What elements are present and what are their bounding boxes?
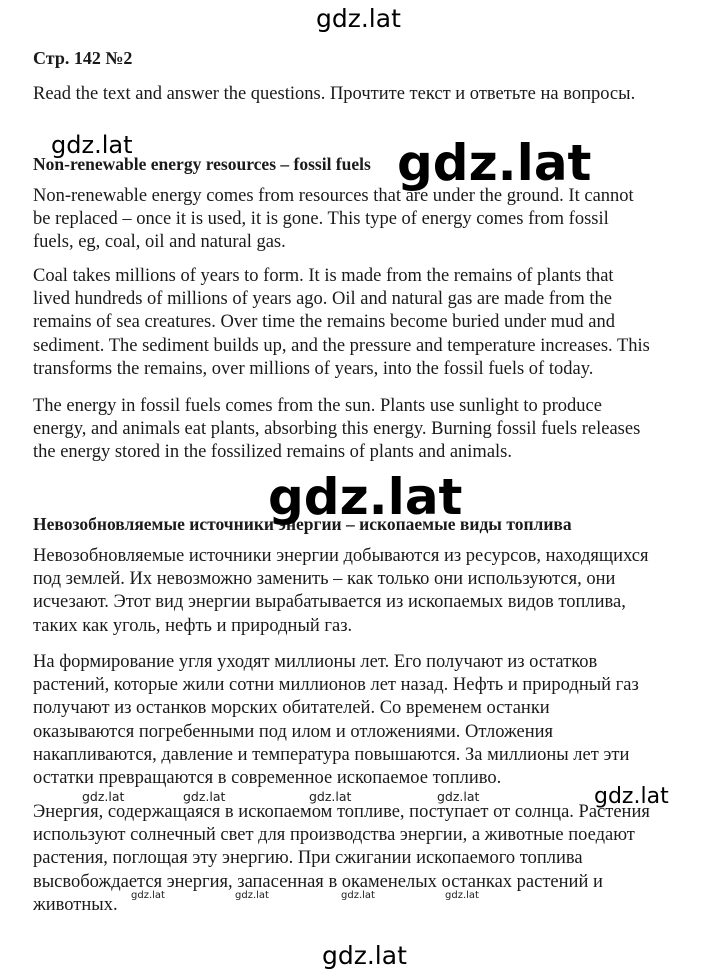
watermark-top: gdz.lat [316,4,401,33]
watermark-small: gdz.lat [437,789,480,804]
page-reference [33,47,693,69]
english-paragraph-3 [33,395,693,465]
text-line: растения, поглощая эту энергию. При сжигании ископаемого топлива [33,848,583,869]
watermark-medium-right: gdz.lat [594,784,669,809]
english-paragraph-2 [33,265,693,381]
page-reference-text: Стр. 142 №2 [33,48,133,68]
watermark-small: gdz.lat [309,789,352,804]
watermark-small: gdz.lat [183,789,226,804]
watermark-medium-left: gdz.lat [51,131,133,159]
text-line: таких как уголь, нефть и природный газ. [33,615,353,636]
text-line: remains of sea creatures. Over time the remains become buried under mud and [33,312,616,333]
text-line: под землей. Их невозможно заменить – как только они используются, они [33,569,616,590]
text-line: The energy in fossil fuels comes from the sun. Plants use sunlight to produce [33,396,602,416]
text-line: На формирование угля уходят миллионы лет. Его получают из остатков [33,652,598,672]
text-line: Coal takes millions of years to form. It is made from the remains of plants that [33,266,614,286]
text-line: Non-renewable energy comes from resources that are under the ground. It cannot [33,186,634,206]
text-line: Энергия, содержащаяся в ископаемом топливе, поступает от солнца. Растения [33,802,650,822]
text-line: растений, которые жили сотни миллионов лет назад. Нефть и природный газ [33,675,639,696]
text-line: используют солнечный свет для производства энергии, а животные поедают [33,825,635,846]
english-heading-text: Non-renewable energy resources – fossil fuels [33,154,371,174]
russian-heading-text: Невозобновляемые источники энергии – ископаемые виды топлива [33,514,572,534]
text-line: the energy stored in the fossilized remains of plants and animals. [33,442,512,463]
english-paragraph-1 [33,185,693,255]
task-text: Read the text and answer the questions. Прочтите текст и ответьте на вопросы. [33,84,636,104]
text-line: lived hundreds of millions of years ago. Oil and natural gas are made from the [33,289,612,310]
watermark-big-upper: gdz.lat [397,134,592,192]
text-line: остатки превращаются в современное ископаемое топливо. [33,768,502,789]
watermark-tiny: gdz.lat [341,890,375,901]
text-line: получают из останков морских обитателей. Со временем останки [33,698,550,719]
text-line: исчезают. Этот вид энергии вырабатывается из ископаемых видов топлива, [33,592,626,613]
text-line: оказываются погребенными под илом и отложениями. Отложения [33,721,554,742]
watermark-bottom: gdz.lat [322,941,407,970]
text-line: energy, and animals eat plants, absorbing this energy. Burning fossil fuels releases [33,419,641,440]
watermark-tiny: gdz.lat [445,890,479,901]
text-line: sediment. The sediment builds up, and the pressure and temperature increases. This [33,335,650,356]
text-line: накапливаются, давление и температура повышаются. За миллионы лет эти [33,744,630,765]
text-line: be replaced – once it is used, it is gone. This type of energy comes from fossil [33,209,609,230]
text-line: transforms the remains, over millions of years, into the fossil fuels of today. [33,358,594,379]
text-line: fuels, eg, coal, oil and natural gas. [33,232,286,253]
watermark-big-middle: gdz.lat [268,468,463,526]
text-line: животных. [33,894,118,915]
watermark-tiny: gdz.lat [235,890,269,901]
text-line: высвобождается энергия, запасенная в окаменелых останках растений и [33,871,603,892]
russian-paragraph-1 [33,545,693,638]
watermark-tiny: gdz.lat [131,890,165,901]
text-line: Невозобновляемые источники энергии добываются из ресурсов, находящихся [33,546,649,566]
watermark-small: gdz.lat [82,789,125,804]
task-instruction [33,83,693,106]
russian-paragraph-2 [33,651,693,790]
